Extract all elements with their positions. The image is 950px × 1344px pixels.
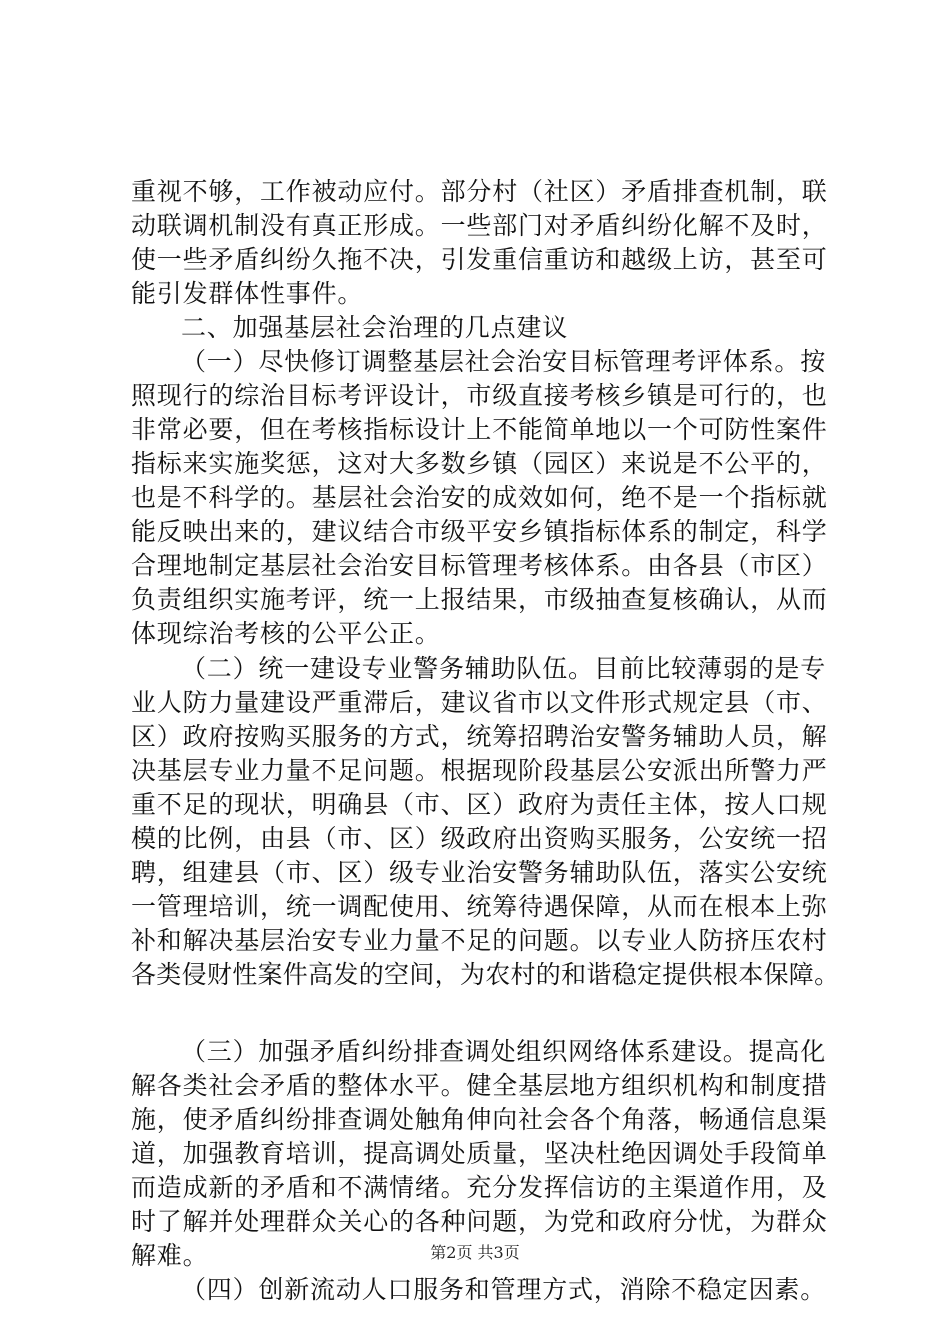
text-line: 区）政府按购买服务的方式，统筹招聘治安警务辅助人员，解 [131,722,828,751]
text-line: （二）统一建设专业警务辅助队伍。目前比较薄弱的是专 [181,654,827,683]
text-line: 决基层专业力量不足问题。根据现阶段基层公安派出所警力严 [131,756,828,785]
text-line: 重不足的现状，明确县（市、区）政府为责任主体，按人口规 [131,790,828,819]
text-line: 而造成新的矛盾和不满情绪。充分发挥信访的主渠道作用，及 [131,1173,828,1202]
text-line: 聘，组建县（市、区）级专业治安警务辅助队伍，落实公安统 [131,858,828,887]
section-heading: 二、加强基层社会治理的几点建议 [181,313,569,342]
text-line: 业人防力量建设严重滞后，建议省市以文件形式规定县（市、 [131,688,828,717]
text-line: 解各类社会矛盾的整体水平。健全基层地方组织机构和制度措 [131,1071,828,1100]
text-line: 指标来实施奖惩，这对大多数乡镇（园区）来说是不公平的， [131,449,828,478]
text-line: 也是不科学的。基层社会治安的成效如何，绝不是一个指标就 [131,483,828,512]
text-line: 重视不够，工作被动应付。部分村（社区）矛盾排查机制，联 [131,177,828,206]
text-line: （三）加强矛盾纠纷排查调处组织网络体系建设。提高化 [181,1037,827,1066]
text-line: 道，加强教育培训，提高调处质量，坚决杜绝因调处手段简单 [131,1139,828,1168]
text-line: 施，使矛盾纠纷排查调处触角伸向社会各个角落，畅通信息渠 [131,1105,828,1134]
text-line: 合理地制定基层社会治安目标管理考核体系。由各县（市区） [131,551,828,580]
text-line: 照现行的综治目标考评设计，市级直接考核乡镇是可行的，也 [131,381,828,410]
text-line: 各类侵财性案件高发的空间，为农村的和谐稳定提供根本保障。 [131,960,840,989]
text-line: 能反映出来的，建议结合市级平安乡镇指标体系的制定，科学 [131,517,828,546]
text-line: 非常必要，但在考核指标设计上不能简单地以一个可防性案件 [131,415,828,444]
text-line: 时了解并处理群众关心的各种问题，为党和政府分忧，为群众 [131,1207,828,1236]
text-line: 一管理培训，统一调配使用、统筹待遇保障，从而在根本上弥 [131,892,828,921]
text-line: 动联调机制没有真正形成。一些部门对矛盾纠纷化解不及时， [131,211,828,240]
text-line: 使一些矛盾纠纷久拖不决，引发重信重访和越级上访，甚至可 [131,245,828,274]
text-line: （一）尽快修订调整基层社会治安目标管理考评体系。按 [181,347,827,376]
text-line: 能引发群体性事件。 [131,279,364,308]
text-line: 模的比例，由县（市、区）级政府出资购买服务，公安统一招 [131,824,828,853]
text-line: （四）创新流动人口服务和管理方式，消除不稳定因素。 [181,1275,827,1304]
text-line: 体现综治考核的公平公正。 [131,619,441,648]
text-line: 负责组织实施考评，统一上报结果，市级抽查复核确认，从而 [131,585,828,614]
text-line: 补和解决基层治安专业力量不足的问题。以专业人防挤压农村 [131,926,828,955]
text-line: 解难。 [131,1241,209,1270]
page-number-footer: 第2页 共3页 [430,1243,520,1262]
